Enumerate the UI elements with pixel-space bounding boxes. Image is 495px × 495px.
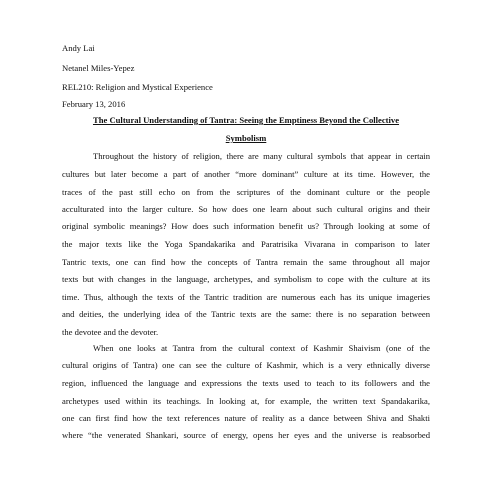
paragraph-1-line: acculturated into the larger culture. So how does one learn about such cultural origins and their bbox=[62, 204, 430, 214]
paragraph-1-line: and deities, the underlying idea of the Tantric texts are the same: there is no separation between bbox=[62, 309, 430, 319]
paragraph-2-line: one can first find how the text references nature of reality as a dance between Shiva and Shakti bbox=[62, 413, 430, 423]
course-name: REL210: Religion and Mystical Experience bbox=[62, 82, 213, 92]
paragraph-1-line: the major texts like the Yoga Spandakarika and Paratrisika Vivarana in comparison to later bbox=[62, 239, 430, 249]
document-date: February 13, 2016 bbox=[62, 99, 126, 109]
paragraph-2-line: cultural origins of Tantra) one can see the culture of Kashmir, which is a very ethnically diverse bbox=[62, 360, 430, 370]
instructor-name: Netanel Miles-Yepez bbox=[62, 63, 135, 73]
author-name: Andy Lai bbox=[62, 43, 95, 53]
essay-title-line-2: Symbolism bbox=[225, 133, 267, 143]
paragraph-1-line: time. Thus, although the texts of the Tantric tradition are numerous each has its unique imageries bbox=[62, 292, 430, 302]
paragraph-2-line: where “the venerated Shankari, source of energy, opens her eyes and the universe is reabsorbed bbox=[62, 430, 430, 440]
paragraph-1-line: Tantric texts, one can find how the concepts of Tantra remain the same throughout all major bbox=[62, 257, 430, 267]
paragraph-1-line: cultures but later become a part of another “more dominant” culture at its time. However, the bbox=[62, 169, 430, 179]
paragraph-1-line: traces of the past still echo on from the scriptures of the dominant culture or the people bbox=[62, 187, 430, 197]
paragraph-1-line: texts but with changes in the language, archetypes, and symbolism to cope with the culture at its bbox=[62, 274, 430, 284]
paragraph-2-line: archetypes used within its teachings. In looking at, for example, the written text Spandakarika, bbox=[62, 396, 430, 406]
paragraph-1-line: Throughout the history of religion, there are many cultural symbols that appear in certain bbox=[93, 151, 430, 161]
essay-title-line-1: The Cultural Understanding of Tantra: Seeing the Emptiness Beyond the Collective bbox=[92, 115, 400, 125]
paragraph-1-line: the devotee and the devoter. bbox=[62, 327, 159, 337]
paragraph-1-line: original symbolic meanings? How does such information benefit us? Through looking at some of bbox=[62, 221, 430, 231]
paragraph-2-line: When one looks at Tantra from the cultural context of Kashmir Shaivism (one of the bbox=[93, 343, 430, 353]
paragraph-2-line: region, influenced the language and expressions the texts used to teach to its followers and the bbox=[62, 378, 430, 388]
